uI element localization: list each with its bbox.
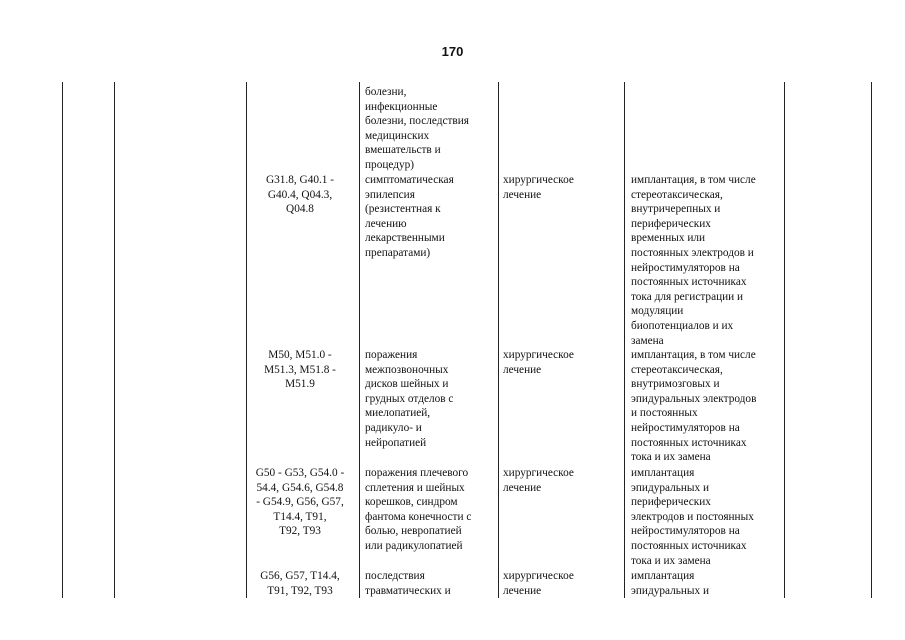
table-cell-method: имплантация, в том числе стереотаксическая, внутримозговых и эпидуральных электродов и постоянных нейростимуляторов на постоянных источниках тока и их замена [631, 349, 757, 464]
table-cell-code: G50 - G53, G54.0 - 54.4, G54.6, G54.8 - G54.9, G56, G57, T14.4, T91, T92, T93 [255, 467, 345, 538]
table-rule-7 [784, 82, 785, 598]
table-cell-treatment: хирургическое лечение [503, 174, 574, 201]
table-cell-treatment: хирургическое лечение [503, 467, 574, 494]
table-cell-code: M50, M51.0 - M51.3, M51.8 - M51.9 [264, 349, 336, 391]
table-rule-6 [624, 82, 625, 598]
table-cell-treatment: хирургическое лечение [503, 349, 574, 376]
table-cell-method: имплантация, в том числе стереотаксическая, внутричерепных и периферических временных или постоянных электродов и нейростимуляторов на постоянных источниках тока для регистрации и модуляции биопотенциалов и их замена [631, 174, 756, 347]
table-rule-2 [114, 82, 115, 598]
table-cell-code: G56, G57, T14.4, T91, T92, T93 [260, 570, 340, 597]
table-cell-condition: болезни, инфекционные болезни, последствия медицинских вмешательств и процедур) [365, 86, 470, 171]
table-cell-condition: последствия травматических и [365, 570, 451, 597]
table-cell-condition: поражения межпозвоночных дисков шейных и грудных отделов с миелопатией, радикуло- и нейропатией [365, 349, 454, 449]
page-number: 170 [441, 44, 464, 59]
table-rule-8 [871, 82, 872, 598]
table-rule-4 [359, 82, 360, 598]
table-cell-condition: поражения плечевого сплетения и шейных корешков, синдром фантома конечности с болью, невропатией или радикулопатией [365, 467, 472, 552]
table-cell-code: G31.8, G40.1 - G40.4, Q04.3, Q04.8 [265, 174, 335, 216]
table-cell-condition: симптоматическая эпилепсия (резистентная к лечению лекарственными препаратами) [365, 174, 454, 259]
table-cell-method: имплантация эпидуральных и периферических электродов и постоянных нейростимуляторов на постоянных источниках тока и их замена [631, 467, 754, 567]
table-cell-treatment: хирургическое лечение [503, 570, 574, 597]
table-rule-1 [62, 82, 63, 598]
table-cell-method: имплантация эпидуральных и [631, 570, 710, 597]
